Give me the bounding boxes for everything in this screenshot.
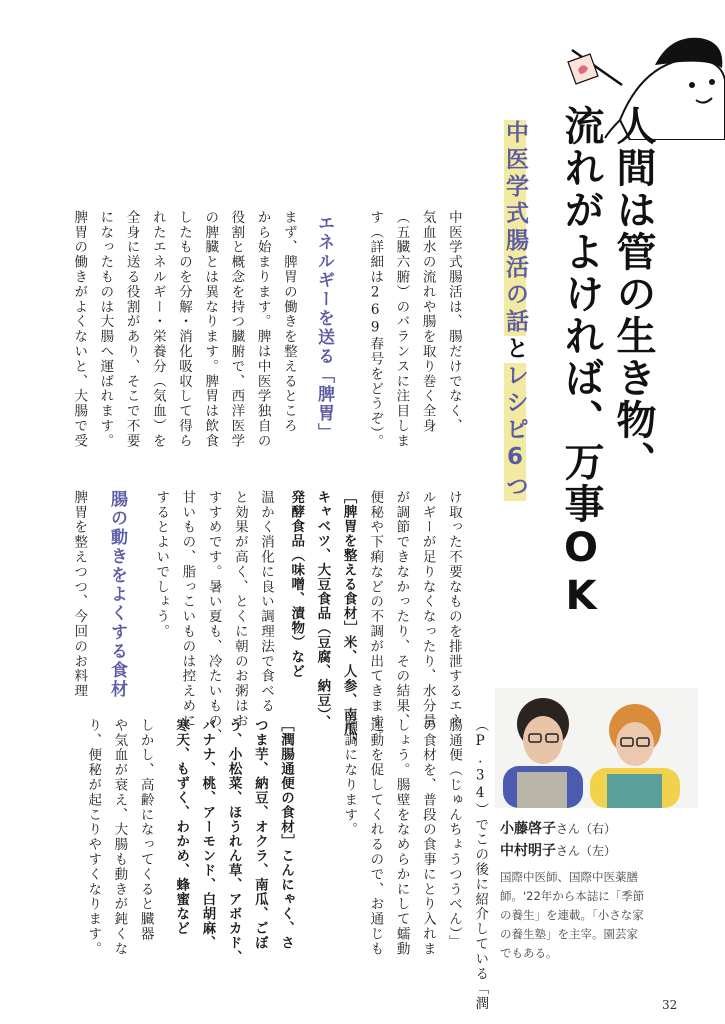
page-number: 32 — [662, 998, 678, 1012]
text-line: ［潤腸通便の食材］こんにゃく、さ — [278, 718, 295, 950]
text-line: になったものは大腸へ運ばれます。 — [97, 210, 114, 449]
body-upper-para-2 — [66, 210, 302, 470]
body-upper-para-1 — [362, 210, 467, 470]
text-line: の養生塾」を主宰。園芸家 — [500, 927, 638, 941]
text-line: の食材を、普段の食事にとり入れま — [419, 718, 436, 957]
text-line: するとよいでしょう。 — [153, 490, 170, 639]
flag-illustration — [560, 40, 630, 100]
text-line: と効果が高く、とくに朝のお粥はお — [231, 490, 248, 729]
text-line: が調節できなかったり、その結果、 — [393, 490, 410, 729]
text-line: 中医学式腸活は、腸だけでなく、 — [445, 210, 462, 434]
author-name: 中村明子 — [500, 843, 556, 859]
text-line: 便秘や下痢などの不調が出てきます。 — [367, 490, 384, 744]
text-line: しょう。腸壁をなめらかにして蠕動 — [393, 718, 410, 957]
text-line: 脾胃を整えつつ、今回のお料理 — [71, 490, 88, 699]
text-line: 役割と概念を持つ臓腑で、西洋医学 — [228, 210, 245, 449]
profile-block — [500, 818, 700, 963]
text-line: や気血が衰え、大腸も動きが鈍くな — [111, 718, 128, 957]
section-heading-spleen: エネルギーを送る「脾胃」 — [314, 214, 334, 442]
text-line: から始まります。脾は中医学独自の — [254, 210, 271, 449]
author-suffix: さん（左） — [556, 844, 617, 858]
text-line: すすめです。暑い夏も、冷たいもの、 — [205, 490, 222, 744]
text-line: 脾胃の働きがよくないと、大腸で受 — [71, 210, 88, 449]
text-line: り、便秘が起こりやすくなります。 — [85, 718, 102, 957]
subtitle — [499, 120, 532, 501]
text-line: 寒天、もずく、わかめ、蜂蜜など — [173, 718, 190, 936]
body-lower-para-1 — [362, 490, 467, 744]
text-line: の脾臓とは異なります。脾胃は飲食 — [202, 210, 219, 449]
body-bottom-para-2 — [80, 718, 159, 958]
text-line: 温かく消化に良い調理法で食べる — [258, 490, 275, 714]
body-lower-para-3 — [66, 490, 92, 715]
text-line: バナナ、桃、アーモンド、白胡麻、 — [199, 718, 216, 950]
text-line: まず、脾胃の働きを整えるところ — [280, 210, 297, 434]
body-lower-para-2 — [148, 490, 279, 744]
text-line: け取った不要なものを排泄するエネ — [445, 490, 462, 729]
text-line: しかし、高齢になってくると臓器 — [137, 718, 154, 942]
profile-name-2 — [500, 840, 700, 860]
profile-description — [500, 868, 700, 963]
text-line: （P.34）でこの後に紹介している「潤 — [472, 718, 489, 1012]
profile-name-1 — [500, 818, 700, 838]
text-line: れたエネルギー・栄養分（気血）を — [149, 210, 166, 449]
author-name: 小藤啓子 — [500, 821, 556, 837]
text-line: 全身に送る役割があり、そこで不要 — [123, 210, 140, 449]
authors-photo — [495, 688, 698, 808]
text-line: 国際中医師、国際中医薬膳 — [500, 870, 638, 884]
text-line: したものを分解・消化吸収して得ら — [176, 210, 193, 449]
page-title — [555, 105, 659, 621]
body-bottom-para-1 — [336, 718, 493, 1012]
text-line: う、小松菜、ほうれん草、アボカド、 — [225, 718, 242, 965]
text-line: ルギーが足りなくなったり、水分量 — [419, 490, 436, 729]
title-line-2: 流れがよければ、万事OK — [558, 105, 604, 621]
text-line: 甘いもの、脂っこいものは控えめに — [179, 490, 196, 729]
subtitle-connector: と — [502, 336, 528, 363]
food-list-spleen — [283, 490, 362, 751]
text-line: 順調になります。 — [341, 718, 358, 838]
text-line: （五臓六腑）のバランスに注目しま — [393, 210, 410, 449]
text-line: ［脾胃を整える食材］米、人参、南瓜、 — [340, 490, 357, 751]
title-line-1: 人間は管の生き物、 — [610, 105, 656, 483]
author-suffix: さん（右） — [556, 822, 617, 836]
text-line: 気血水の流れや腸を取り巻く全身 — [419, 210, 436, 434]
text-line: でもある。 — [500, 946, 558, 960]
text-line: す（詳細は269春号をどうぞ）。 — [367, 210, 384, 450]
subtitle-recipes: レシピ6つ — [502, 363, 528, 501]
text-line: 運動を促してくれるので、お通じも — [367, 718, 384, 957]
food-list-bowel — [168, 718, 299, 965]
text-line: つま芋、納豆、オクラ、南瓜、ごぼ — [251, 718, 268, 950]
text-line: キャベツ、大豆食品（豆腐、納豆）、 — [314, 490, 331, 730]
text-line: 師。'22年から本誌に「季節 — [500, 889, 645, 903]
subtitle-main: 中医学式腸活の話 — [502, 120, 528, 336]
text-line: 腸通便（じゅんちょうつうべん）」 — [446, 718, 463, 950]
text-line: の養生」を連載。「小さな家 — [500, 908, 644, 922]
text-line: 発酵食品（味噌、漬物）など — [288, 490, 305, 679]
section-heading-bowel: 腸の動きをよくする食材 — [107, 490, 127, 699]
